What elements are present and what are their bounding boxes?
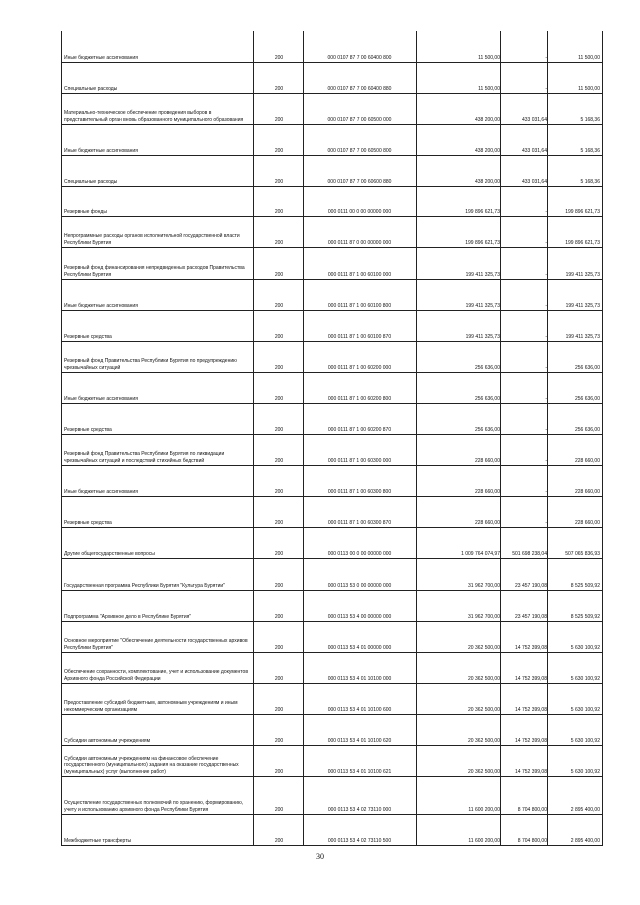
classification-code: 000 0111 87 1 00 60100 000 xyxy=(327,271,392,278)
classification-code: 000 0111 87 1 00 60300 000 xyxy=(327,457,392,464)
row-name: Иные бюджетные ассигнования xyxy=(64,54,138,61)
unexecuted-amount: 5 630 100,92 xyxy=(570,706,600,713)
executed-amount: - xyxy=(545,395,547,402)
unexecuted-amount: 5 630 100,92 xyxy=(570,644,600,651)
approved-amount: 20 362 500,00 xyxy=(468,675,500,682)
approved-amount: 11 500,00 xyxy=(478,85,500,92)
line-code: 200 xyxy=(274,806,284,813)
classification-code: 000 0111 87 1 00 60200 870 xyxy=(327,426,392,433)
row-name: Резервные средства xyxy=(64,519,112,526)
approved-amount: 1 009 764 074,97 xyxy=(461,550,500,557)
line-code: 200 xyxy=(274,333,284,340)
unexecuted-amount: 228 660,00 xyxy=(574,488,600,495)
executed-amount: 14 752 399,08 xyxy=(515,675,547,682)
line-code: 200 xyxy=(274,178,284,185)
classification-code: 000 0107 87 7 00 60400 800 xyxy=(327,54,392,61)
approved-amount: 31 962 700,00 xyxy=(468,613,500,620)
unexecuted-amount: 8 525 509,92 xyxy=(570,582,600,589)
table-row xyxy=(62,622,602,653)
approved-amount: 199 411 325,73 xyxy=(465,271,500,278)
line-code: 200 xyxy=(274,426,284,433)
classification-code: 000 0113 53 4 01 10100 620 xyxy=(327,737,392,744)
approved-amount: 438 200,00 xyxy=(474,147,500,154)
row-name: Резервный фонд Правительства Республики Бурятия по предупреждению чрезвычайных ситуаций xyxy=(64,358,237,371)
executed-amount: 8 704 800,00 xyxy=(517,806,547,813)
executed-amount: - xyxy=(545,333,547,340)
table-row xyxy=(62,404,602,435)
executed-amount: - xyxy=(545,488,547,495)
executed-amount: - xyxy=(545,426,547,433)
line-code: 200 xyxy=(274,737,284,744)
unexecuted-amount: 11 500,00 xyxy=(578,54,600,61)
line-code: 200 xyxy=(274,613,284,620)
table-row xyxy=(62,311,602,342)
approved-amount: 228 660,00 xyxy=(474,457,500,464)
row-name: Резервные средства xyxy=(64,333,112,340)
classification-code: 000 0111 87 1 00 60100 800 xyxy=(327,302,392,309)
executed-amount: 501 698 238,04 xyxy=(512,550,547,557)
classification-code: 000 0111 87 1 00 60200 800 xyxy=(327,395,392,402)
classification-code: 000 0107 87 7 00 60400 880 xyxy=(327,85,392,92)
line-code: 200 xyxy=(274,675,284,682)
row-name: Обеспечение сохранности, комплектование, учет и использование документов Архивного фонда Российской Федерации xyxy=(64,669,248,682)
row-name: Государственная программа Республики Бурятия "Культура Бурятии" xyxy=(64,582,225,589)
classification-code: 000 0113 53 4 01 10100 621 xyxy=(327,768,392,775)
approved-amount: 256 636,00 xyxy=(474,426,500,433)
table-row xyxy=(62,94,602,125)
approved-amount: 438 200,00 xyxy=(474,116,500,123)
line-code: 200 xyxy=(274,457,284,464)
row-name: Иные бюджетные ассигнования xyxy=(64,488,138,495)
executed-amount: 433 031,64 xyxy=(521,147,547,154)
classification-code: 000 0113 53 4 01 00000 000 xyxy=(327,644,392,651)
approved-amount: 256 636,00 xyxy=(474,364,500,371)
approved-amount: 20 362 500,00 xyxy=(468,737,500,744)
unexecuted-amount: 5 630 100,92 xyxy=(570,768,600,775)
row-name: Субсидии автономным учреждениям xyxy=(64,737,151,744)
row-name: Непрограммные расходы органов исполнительной государственной власти Республики Бурятия xyxy=(64,233,240,246)
table-row xyxy=(62,815,602,846)
unexecuted-amount: 256 636,00 xyxy=(574,426,600,433)
table-row xyxy=(62,559,602,591)
table-row xyxy=(62,187,602,217)
line-code: 200 xyxy=(274,239,284,246)
classification-code: 000 0113 53 4 02 73110 000 xyxy=(327,806,392,813)
approved-amount: 11 600 200,00 xyxy=(468,837,500,844)
table-row xyxy=(62,248,602,280)
unexecuted-amount: 199 411 325,73 xyxy=(565,302,600,309)
classification-code: 000 0113 53 4 00 00000 000 xyxy=(327,613,392,620)
executed-amount: - xyxy=(545,85,547,92)
classification-code: 000 0113 53 0 00 00000 000 xyxy=(327,582,392,589)
executed-amount: 433 031,64 xyxy=(521,178,547,185)
table-row xyxy=(62,466,602,497)
row-name: Материально-техническое обеспечение проведения выборов в представительный орган вновь образованного муниципального образования xyxy=(64,110,244,123)
table-row xyxy=(62,156,602,187)
table-row xyxy=(62,342,602,373)
line-code: 200 xyxy=(274,519,284,526)
unexecuted-amount: 2 895 400,00 xyxy=(570,806,600,813)
table-row xyxy=(62,528,602,559)
row-name: Предоставление субсидий бюджетным, автономным учреждениям и иным некоммерческим организациям xyxy=(64,700,238,713)
unexecuted-amount: 228 660,00 xyxy=(574,519,600,526)
executed-amount: 14 752 399,08 xyxy=(515,644,547,651)
unexecuted-amount: 256 636,00 xyxy=(574,395,600,402)
classification-code: 000 0113 53 4 01 10100 600 xyxy=(327,706,392,713)
executed-amount: - xyxy=(545,302,547,309)
classification-code: 000 0113 00 0 00 00000 000 xyxy=(327,550,392,557)
executed-amount: 433 031,64 xyxy=(521,116,547,123)
classification-code: 000 0113 53 4 01 10100 000 xyxy=(327,675,392,682)
classification-code: 000 0113 53 4 02 73110 500 xyxy=(327,837,392,844)
row-name: Иные бюджетные ассигнования xyxy=(64,147,138,154)
line-code: 200 xyxy=(274,85,284,92)
row-name: Межбюджетные трансферты xyxy=(64,837,132,844)
table-row xyxy=(62,373,602,404)
line-code: 200 xyxy=(274,550,284,557)
row-name: Специальные расходы xyxy=(64,178,118,185)
unexecuted-amount: 5 168,36 xyxy=(580,147,600,154)
executed-amount: - xyxy=(545,54,547,61)
row-name: Резервные фонды xyxy=(64,208,107,215)
approved-amount: 11 500,00 xyxy=(478,54,500,61)
table-row xyxy=(62,684,602,715)
classification-code: 000 0107 87 7 00 60500 800 xyxy=(327,147,392,154)
line-code: 200 xyxy=(274,395,284,402)
classification-code: 000 0111 00 0 00 00000 000 xyxy=(327,208,392,215)
approved-amount: 31 962 700,00 xyxy=(468,582,500,589)
executed-amount: 23 457 190,08 xyxy=(515,582,547,589)
executed-amount: - xyxy=(545,271,547,278)
executed-amount: - xyxy=(545,239,547,246)
line-code: 200 xyxy=(274,54,284,61)
table-row xyxy=(62,715,602,746)
executed-amount: 14 752 399,08 xyxy=(515,768,547,775)
unexecuted-amount: 199 411 325,73 xyxy=(565,333,600,340)
line-code: 200 xyxy=(274,147,284,154)
classification-code: 000 0107 87 7 00 60600 880 xyxy=(327,178,392,185)
unexecuted-amount: 507 065 836,93 xyxy=(565,550,600,557)
line-code: 200 xyxy=(274,208,284,215)
row-name: Основное мероприятие "Обеспечение деятельности государственных архивов Республики Бурятия" xyxy=(64,638,248,651)
table-row xyxy=(62,217,602,248)
approved-amount: 20 362 500,00 xyxy=(468,768,500,775)
approved-amount: 199 411 325,73 xyxy=(465,302,500,309)
unexecuted-amount: 199 896 621,73 xyxy=(565,208,600,215)
approved-amount: 199 411 325,73 xyxy=(465,333,500,340)
classification-code: 000 0111 87 1 00 60300 800 xyxy=(327,488,392,495)
line-code: 200 xyxy=(274,116,284,123)
table-row xyxy=(62,125,602,156)
executed-amount: 23 457 190,08 xyxy=(515,613,547,620)
row-name: Резервный фонд Правительства Республики Бурятия по ликвидации чрезвычайных ситуаций и последствий стихийных бедствий xyxy=(64,451,225,464)
executed-amount: 8 704 800,00 xyxy=(517,837,547,844)
row-name: Другие общегосударственные вопросы xyxy=(64,550,155,557)
table-row xyxy=(62,31,602,63)
table-row xyxy=(62,497,602,528)
approved-amount: 228 660,00 xyxy=(474,488,500,495)
executed-amount: - xyxy=(545,208,547,215)
page-number: 30 xyxy=(316,852,324,861)
approved-amount: 11 600 200,00 xyxy=(468,806,500,813)
line-code: 200 xyxy=(274,302,284,309)
row-name: Резервные средства xyxy=(64,426,112,433)
approved-amount: 199 896 621,73 xyxy=(465,239,500,246)
row-name: Иные бюджетные ассигнования xyxy=(64,395,138,402)
unexecuted-amount: 199 411 325,73 xyxy=(565,271,600,278)
classification-code: 000 0107 87 7 00 60500 000 xyxy=(327,116,392,123)
unexecuted-amount: 5 630 100,92 xyxy=(570,737,600,744)
unexecuted-amount: 256 636,00 xyxy=(574,364,600,371)
unexecuted-amount: 5 168,36 xyxy=(580,116,600,123)
classification-code: 000 0111 87 0 00 00000 000 xyxy=(327,239,392,246)
classification-code: 000 0111 87 1 00 60100 870 xyxy=(327,333,392,340)
unexecuted-amount: 199 896 621,73 xyxy=(565,239,600,246)
executed-amount: 14 752 399,08 xyxy=(515,737,547,744)
executed-amount: 14 752 399,08 xyxy=(515,706,547,713)
unexecuted-amount: 8 525 509,92 xyxy=(570,613,600,620)
table-row xyxy=(62,63,602,94)
line-code: 200 xyxy=(274,706,284,713)
line-code: 200 xyxy=(274,271,284,278)
classification-code: 000 0111 87 1 00 60200 000 xyxy=(327,364,392,371)
table-row xyxy=(62,653,602,684)
table-row xyxy=(62,746,602,777)
executed-amount: - xyxy=(545,457,547,464)
line-code: 200 xyxy=(274,582,284,589)
approved-amount: 228 660,00 xyxy=(474,519,500,526)
approved-amount: 256 636,00 xyxy=(474,395,500,402)
line-code: 200 xyxy=(274,644,284,651)
table-row xyxy=(62,280,602,311)
line-code: 200 xyxy=(274,768,284,775)
unexecuted-amount: 5 630 100,92 xyxy=(570,675,600,682)
unexecuted-amount: 11 500,00 xyxy=(578,85,600,92)
table-row xyxy=(62,777,602,815)
approved-amount: 20 362 500,00 xyxy=(468,644,500,651)
classification-code: 000 0111 87 1 00 60300 870 xyxy=(327,519,392,526)
unexecuted-amount: 2 895 400,00 xyxy=(570,837,600,844)
executed-amount: - xyxy=(545,364,547,371)
approved-amount: 438 200,00 xyxy=(474,178,500,185)
unexecuted-amount: 5 168,36 xyxy=(580,178,600,185)
row-name: Резервный фонд финансирования непредвиденных расходов Правительства Республики Бурятия xyxy=(64,265,245,278)
table-row xyxy=(62,591,602,622)
unexecuted-amount: 228 660,00 xyxy=(574,457,600,464)
row-name: Субсидии автономным учреждениям на финансовое обеспечение государственного (муниципального) задания на оказание государственных (муниципальных) услуг (выполнение работ) xyxy=(64,755,239,775)
row-name: Осуществление государственных полномочий по хранению, формированию, учету и использованию архивного фонда Республики Бурятия xyxy=(64,800,244,813)
line-code: 200 xyxy=(274,364,284,371)
line-code: 200 xyxy=(274,488,284,495)
budget-table xyxy=(61,31,603,846)
line-code: 200 xyxy=(274,837,284,844)
row-name: Специальные расходы xyxy=(64,85,118,92)
row-name: Подпрограмма "Архивное дело в Республике Бурятия" xyxy=(64,613,192,620)
approved-amount: 199 896 621,73 xyxy=(465,208,500,215)
executed-amount: - xyxy=(545,519,547,526)
table-row xyxy=(62,435,602,466)
approved-amount: 20 362 500,00 xyxy=(468,706,500,713)
row-name: Иные бюджетные ассигнования xyxy=(64,302,138,309)
